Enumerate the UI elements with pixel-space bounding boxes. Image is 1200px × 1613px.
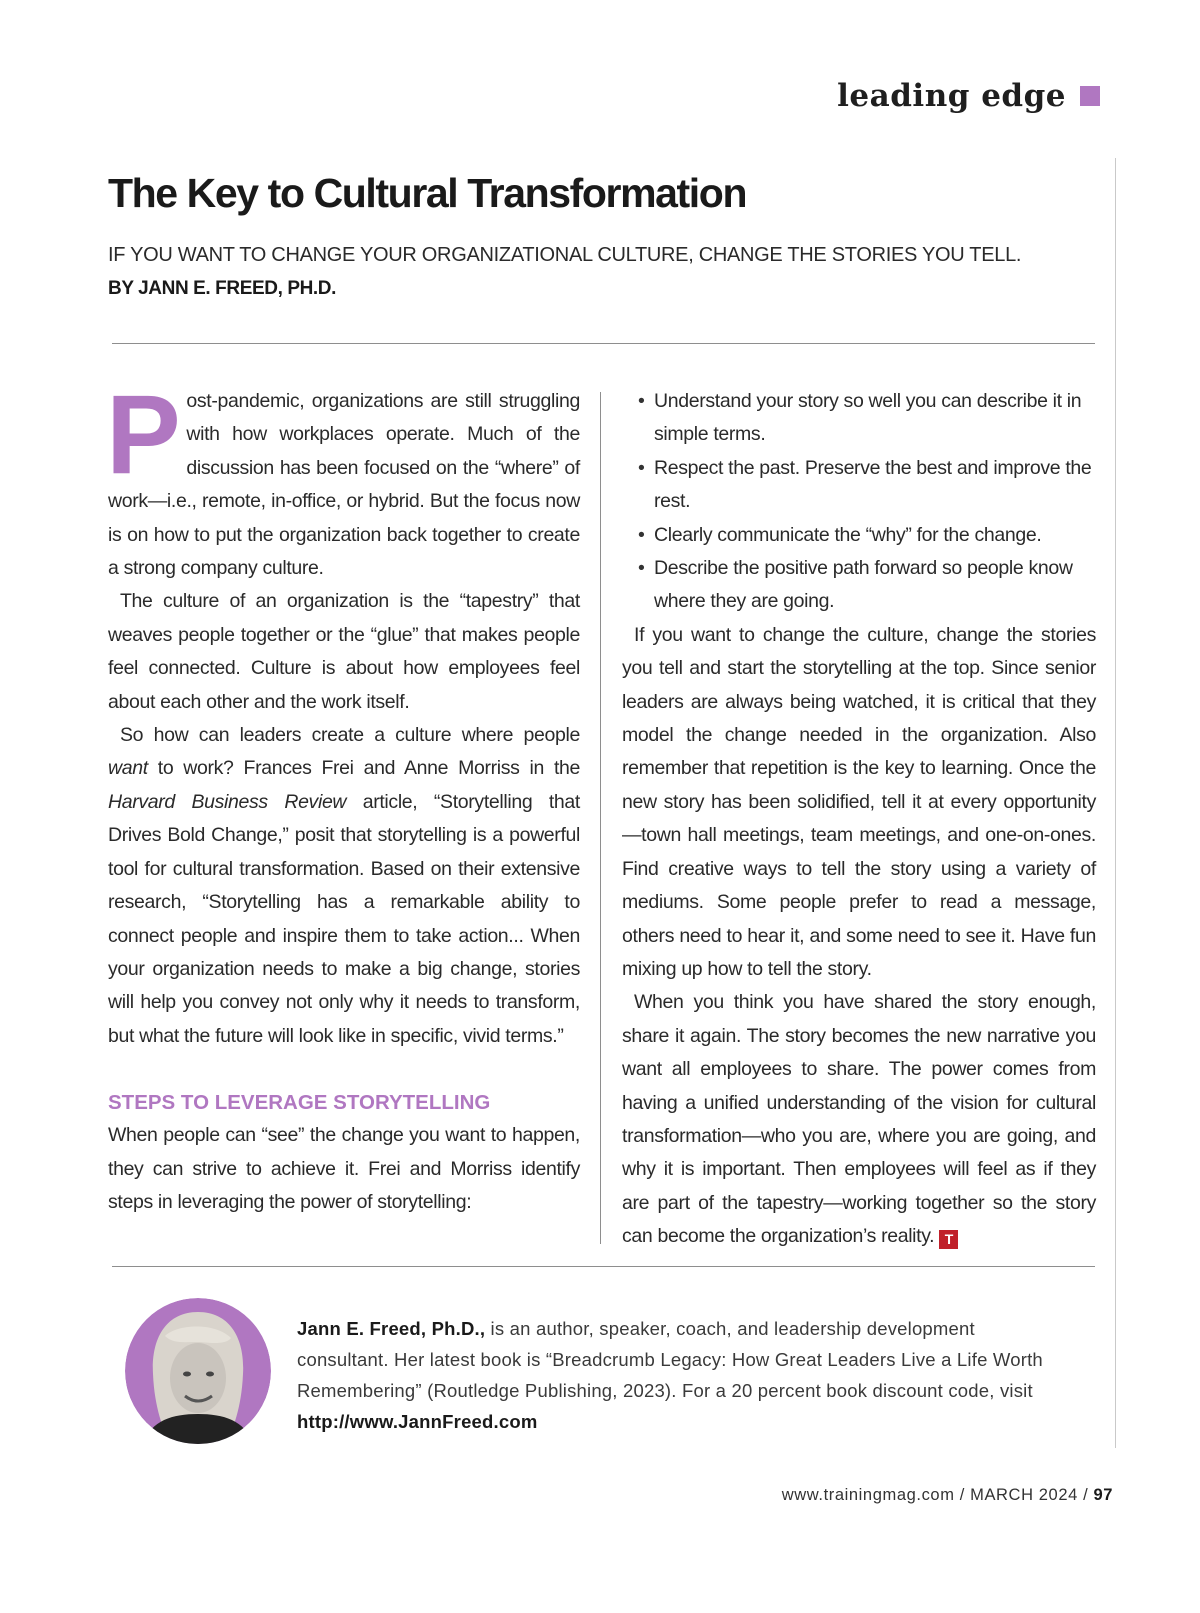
paragraph-5: If you want to change the culture, change the stories you tell and start the storytelling at the top. Since senior leaders are always being watched, it is critical that they model the change needed in the organization. Also remember that repetition is the key to learning. Once the new story has been solidified, tell it at every opportunity—town hall meetings, team meetings, and one-on-ones. Find creative ways to tell the story using a variety of mediums. Some people prefer to read a message, others need to hear it, and some need to see it. Have fun mixing up how to tell the story. (622, 623, 1096, 980)
paragraph-6-text: When you think you have shared the story enough, share it again. The story becomes the new narrative you want all employees to share. The power comes from having a unified understanding of the vision for cultural transformation—who you are, where you are going, and why it is important. Then employees will feel as if they are part of the tapestry—working together so the story can become the organization’s reality. (622, 991, 1096, 1248)
subhead: STEPS TO LEVERAGE STORYTELLING (108, 1091, 491, 1115)
steps-list (622, 385, 1096, 619)
paragraph-6 (622, 986, 1096, 1253)
paragraph-3-text-b: to work? Frances Frei and Anne Morriss in the (147, 757, 580, 780)
publication-name: Harvard Business Review (108, 790, 347, 813)
author-bio (297, 1313, 1057, 1437)
author-photo (125, 1298, 271, 1444)
end-mark-icon: T (939, 1230, 958, 1249)
list-item: • Describe the positive path forward so people know where they are going. (622, 552, 1096, 619)
paragraph-2: The culture of an organization is the “tapestry” that weaves people together or the “glue” that makes people feel connected. Culture is about how employees feel about each other and the work itself. (108, 590, 580, 713)
list-item: • Respect the past. Preserve the best and improve the rest. (622, 452, 1096, 519)
paragraph-1 (106, 372, 580, 585)
author-name: Jann E. Freed, Ph.D., (297, 1318, 486, 1339)
paragraph-3 (108, 719, 580, 1053)
author-bio-text: is an author, speaker, coach, and leadership development consultant. Her latest book is “Breadcrumb Legacy: How Great Leaders Live a Life Worth Remembering” (Routledge Publishing, 2023). For a 20 percent book discount code, visit (297, 1318, 1043, 1401)
column-divider (600, 392, 601, 1244)
paragraph-1-text: ost-pandemic, organizations are still struggling with how workplaces operate. Much of the discussion has been focused on the “where” of work—i.e., remote, in-office, or hybrid. But the focus now is on how to put the organization back together to create a strong company culture. (108, 390, 580, 580)
author-portrait-icon (125, 1298, 271, 1444)
drop-cap: P (106, 372, 181, 497)
left-column (106, 372, 580, 1219)
article-title: The Key to Cultural Transformation (108, 170, 747, 216)
paragraph-4: When people can “see” the change you want to happen, they can strive to achieve it. Frei and Morriss identify steps in leveraging the power of storytelling: (108, 1124, 580, 1213)
section-tag (837, 78, 1100, 114)
section-square-icon (1080, 86, 1100, 106)
section-label: leading edge (837, 78, 1066, 114)
article-deck: IF YOU WANT TO CHANGE YOUR ORGANIZATIONAL CULTURE, CHANGE THE STORIES YOU TELL. (108, 244, 1022, 266)
author-website-link[interactable]: http://www.JannFreed.com (297, 1411, 538, 1432)
paragraph-3-text-c: article, “Storytelling that Drives Bold Change,” posit that storytelling is a powerful tool for cultural transformation. Based on their extensive research, “Storytelling has a remarkable ability to connect people and inspire them to take action... When your organization needs to make a big change, stories will help you convey not only why it needs to transform, but what the future will look like in specific, vivid terms.” (108, 790, 580, 1047)
list-item: • Understand your story so well you can describe it in simple terms. (622, 385, 1096, 452)
right-margin-rule (1115, 158, 1116, 1448)
list-item: • Clearly communicate the “why” for the change. (622, 519, 1096, 552)
paragraph-3-text-a: So how can leaders create a culture where people (120, 724, 580, 747)
header-divider (112, 343, 1095, 344)
page-number: 97 (1093, 1486, 1113, 1504)
right-column (622, 385, 1096, 1254)
footer-site: www.trainingmag.com / MARCH 2024 / (781, 1486, 1094, 1504)
article-byline: BY JANN E. FREED, PH.D. (108, 278, 336, 299)
page-footer (782, 1486, 1113, 1505)
bio-divider (112, 1266, 1095, 1267)
paragraph-3-emphasis-want: want (108, 757, 148, 780)
